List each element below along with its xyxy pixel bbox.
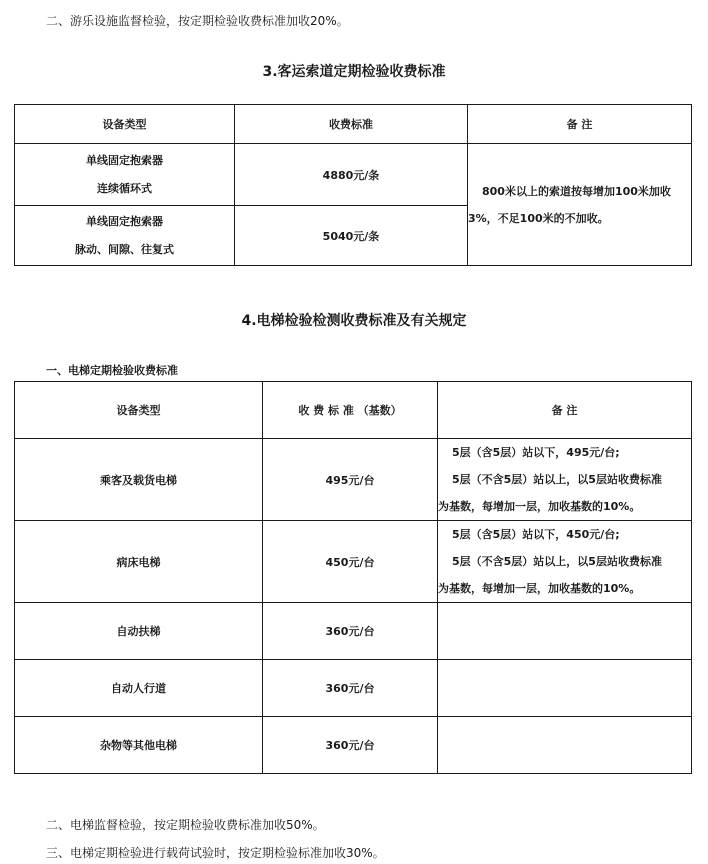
fee-cell: 360元/台 [263,717,438,774]
remark-cell [468,144,692,266]
remark-cell [438,521,692,603]
section4-subtitle: 一、电梯定期检验收费标准 [46,364,178,377]
table-row [15,660,692,717]
equipment-type-line: 单线固定抱索器 [86,153,163,167]
equipment-type-cell: 杂物等其他电梯 [15,717,263,774]
equipment-type-cell: 自动人行道 [15,660,263,717]
fee-cell: 495元/台 [263,439,438,521]
column-header: 收 费 标 准 （基数） [263,382,438,439]
remark-line: 5层（不含5层）站以上，以5层站收费标准 [452,473,662,486]
remark-cell [438,439,692,521]
table-header-row [15,105,692,144]
table-row [15,603,692,660]
equipment-type-line: 脉动、间隙、往复式 [75,242,174,256]
table-row [15,439,692,521]
remark-line: 为基数，每增加一层，加收基数的10%。 [438,500,641,513]
column-header: 设备类型 [15,382,263,439]
table-row [15,144,692,206]
equipment-type-cell: 自动扶梯 [15,603,263,660]
fee-cell: 450元/台 [263,521,438,603]
table-row [15,717,692,774]
remark-line: 为基数，每增加一层，加收基数的10%。 [438,582,641,595]
intro-line: 二、游乐设施监督检验，按定期检验收费标准加收20%。 [46,14,349,28]
remark-cell [438,660,692,717]
remark-line: 5层（含5层）站以下，450元/台; [452,528,620,541]
equipment-type-line: 连续循环式 [97,181,152,195]
equipment-type-cell: 乘客及载货电梯 [15,439,263,521]
remark-line: 5层（含5层）站以下，495元/台; [452,446,620,459]
fee-cell: 5040元/条 [235,206,468,266]
column-header: 设备类型 [15,105,235,144]
column-header: 备 注 [438,382,692,439]
equipment-type-cell [15,144,235,206]
elevator-fee-table [14,381,692,774]
column-header: 收费标准 [235,105,468,144]
fee-cell: 4880元/条 [235,144,468,206]
remark-line: 800米以上的索道按每增加100米加收 [482,184,671,198]
fee-cell: 360元/台 [263,603,438,660]
remark-line: 5层（不含5层）站以上，以5层站收费标准 [452,555,662,568]
remark-cell [438,603,692,660]
column-header: 备 注 [468,105,692,144]
equipment-type-line: 单线固定抱索器 [86,214,163,228]
fee-cell: 360元/台 [263,660,438,717]
section3-title: 3.客运索道定期检验收费标准 [262,64,446,80]
remark-cell [438,717,692,774]
equipment-type-cell: 病床电梯 [15,521,263,603]
section4-title: 4.电梯检验检测收费标准及有关规定 [241,313,467,329]
table-row [15,521,692,603]
equipment-type-cell [15,206,235,266]
remark-line: 3%，不足100米的不加收。 [468,211,609,225]
footer-line: 三、电梯定期检验进行载荷试验时，按定期检验标准加收30%。 [46,846,385,860]
table-header-row [15,382,692,439]
ropeway-fee-table [14,104,692,266]
footer-line: 二、电梯监督检验，按定期检验收费标准加收50%。 [46,818,325,832]
